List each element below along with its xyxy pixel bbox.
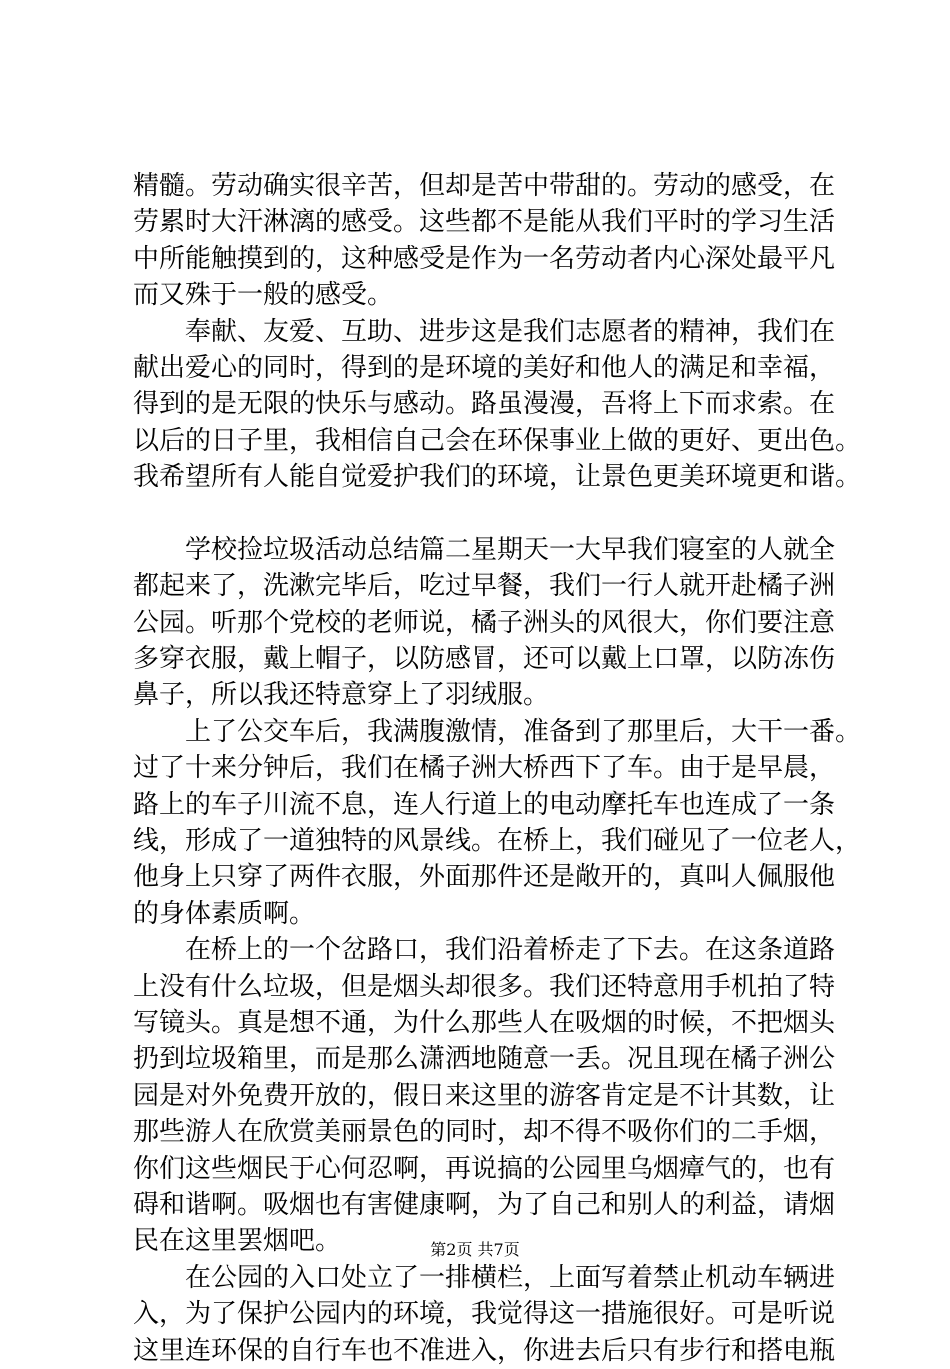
text-line: 献出爱心的同时，得到的是环境的美好和他人的满足和幸福， bbox=[133, 352, 836, 383]
document-body bbox=[133, 168, 862, 1369]
text-line: 公园。听那个党校的老师说，橘子洲头的风很大，你们要注意 bbox=[133, 607, 836, 638]
text-line: 学校捡垃圾活动总结篇二星期天一大早我们寝室的人就全 bbox=[185, 534, 836, 565]
text-line: 都起来了，洗漱完毕后，吃过早餐，我们一行人就开赴橘子洲 bbox=[133, 571, 836, 602]
text-line: 的身体素质啊。 bbox=[133, 898, 316, 929]
text-line: 他身上只穿了两件衣服，外面那件还是敞开的，真叫人佩服他 bbox=[133, 862, 836, 893]
text-line: 以后的日子里，我相信自己会在环保事业上做的更好、更出色。 bbox=[133, 425, 862, 456]
text-line: 在公园的入口处立了一排横栏，上面写着禁止机动车辆进 bbox=[185, 1262, 836, 1293]
text-line: 碍和谐啊。吸烟也有害健康啊，为了自己和别人的利益，请烟 bbox=[133, 1189, 836, 1220]
text-line: 我希望所有人能自觉爱护我们的环境，让景色更美环境更和谐。 bbox=[133, 462, 862, 493]
text-line: 中所能触摸到的，这种感受是作为一名劳动者内心深处最平凡 bbox=[133, 243, 836, 274]
text-line: 扔到垃圾箱里，而是那么潇洒地随意一丢。况且现在橘子洲公 bbox=[133, 1044, 836, 1075]
paragraph bbox=[133, 1260, 836, 1369]
text-line: 过了十来分钟后，我们在橘子洲大桥西下了车。由于是早晨， bbox=[133, 753, 836, 784]
text-line: 奉献、友爱、互助、进步这是我们志愿者的精神，我们在 bbox=[185, 316, 836, 347]
text-line: 这里连环保的自行车也不准进入，你进去后只有步行和搭电瓶 bbox=[133, 1335, 836, 1366]
paragraph bbox=[133, 314, 862, 496]
text-line: 路上的车子川流不息，连人行道上的电动摩托车也连成了一条 bbox=[133, 789, 836, 820]
text-line: 多穿衣服，戴上帽子，以防感冒，还可以戴上口罩，以防冻伤 bbox=[133, 644, 836, 675]
text-line: 入，为了保护公园内的环境，我觉得这一措施很好。可是听说 bbox=[133, 1299, 836, 1330]
text-line: 园是对外免费开放的，假日来这里的游客肯定是不计其数，让 bbox=[133, 1080, 836, 1111]
text-line: 线，形成了一道独特的风景线。在桥上，我们碰见了一位老人， bbox=[133, 826, 862, 857]
paragraph bbox=[133, 168, 836, 314]
text-line: 得到的是无限的快乐与感动。路虽漫漫，吾将上下而求索。在 bbox=[133, 389, 836, 420]
text-line: 那些游人在欣赏美丽景色的同时，却不得不吸你们的二手烟， bbox=[133, 1117, 836, 1148]
text-line: 鼻子，所以我还特意穿上了羽绒服。 bbox=[133, 680, 550, 711]
text-line: 在桥上的一个岔路口，我们沿着桥走了下去。在这条道路 bbox=[185, 935, 836, 966]
paragraph bbox=[133, 932, 836, 1260]
text-line: 而又殊于一般的感受。 bbox=[133, 280, 394, 311]
text-line: 上没有什么垃圾，但是烟头却很多。我们还特意用手机拍了特 bbox=[133, 971, 836, 1002]
text-line: 上了公交车后，我满腹激情，准备到了那里后，大干一番。 bbox=[185, 716, 862, 747]
text-line: 你们这些烟民于心何忍啊，再说搞的公园里乌烟瘴气的，也有 bbox=[133, 1153, 836, 1184]
paragraph bbox=[133, 532, 836, 714]
text-line: 民在这里罢烟吧。 bbox=[133, 1226, 342, 1257]
text-line: 写镜头。真是想不通，为什么那些人在吸烟的时候，不把烟头 bbox=[133, 1007, 836, 1038]
page-number-footer: 第2页 共7页 bbox=[430, 1240, 520, 1259]
paragraph bbox=[133, 714, 862, 932]
paragraph-gap bbox=[133, 496, 833, 532]
text-line: 精髓。劳动确实很辛苦，但却是苦中带甜的。劳动的感受，在 bbox=[133, 171, 836, 201]
text-line: 劳累时大汗淋漓的感受。这些都不是能从我们平时的学习生活 bbox=[133, 207, 836, 238]
